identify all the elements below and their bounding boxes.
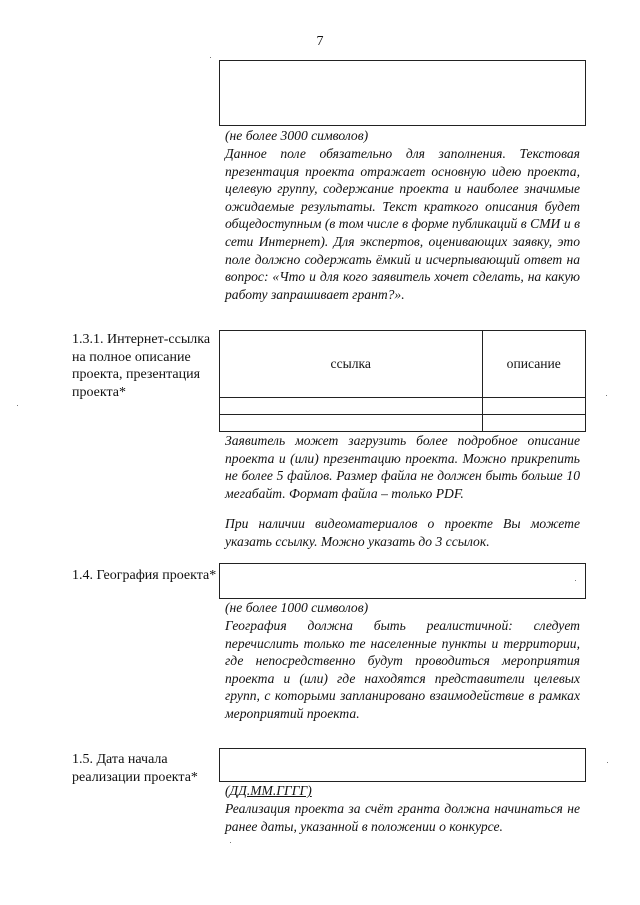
video-note: При наличии видеоматериалов о проекте Вы можете указать ссылку. Можно указать до 3 ссылок.: [225, 516, 580, 549]
geography-char-limit: (не более 1000 символов): [225, 600, 369, 615]
description-cell[interactable]: [482, 398, 585, 415]
link-cell[interactable]: [220, 415, 483, 432]
page-number: 7: [316, 34, 324, 49]
description-char-limit: (не более 3000 символов): [225, 128, 369, 143]
links-table: [219, 330, 586, 432]
table-row: [220, 398, 586, 415]
date-format-hint: (ДД.ММ.ГГГГ): [225, 783, 312, 798]
geography-label: 1.4. География проекта*: [72, 568, 217, 583]
description-cell[interactable]: [482, 415, 585, 432]
start-date-input[interactable]: [219, 748, 586, 782]
links-note: Заявитель может загрузить более подробное описание проекта и (или) презентацию проекта. Можно прикрепить не более 5 файлов. Размер файла не должен быть больше 10 мегабайт. Формат файла – только PDF.: [225, 433, 580, 501]
link-cell[interactable]: [220, 398, 483, 415]
links-label: 1.3.1. Интернет-ссылка на полное описание проекта, презентация проекта*: [72, 332, 211, 400]
links-header-description: описание: [482, 331, 585, 398]
links-header-link: ссылка: [220, 331, 483, 398]
geography-input[interactable]: [219, 563, 586, 599]
table-row: [220, 415, 586, 432]
geography-note: География должна быть реалистичной: следует перечислить только те населенные пункты и территории, где непосредственно будут проводиться мероприятия проекта и (или) где находятся представители целевых групп, с которыми запланировано взаимодействие в рамках мероприятий проекта.: [225, 618, 580, 721]
start-date-label: 1.5. Дата начала реализации проекта*: [72, 752, 198, 785]
start-date-note: Реализация проекта за счёт гранта должна начинаться не ранее даты, указанной в положении о конкурсе.: [225, 801, 580, 834]
project-description-input[interactable]: [219, 60, 586, 126]
description-note: Данное поле обязательно для заполнения. Текстовая презентация проекта отражает основную идею проекта, целевую группу, содержание проекта и наиболее значимые ожидаемые результаты. Текст краткого описания будет общедоступным (в том числе в форме публикаций в СМИ и в сети Интернет). Для экспертов, оценивающих заявку, это поле должно содержать ёмкий и исчерпывающий ответ на вопрос: «Что и для кого заявитель хочет сделать, на какую работу запрашивает грант?».: [225, 146, 580, 302]
